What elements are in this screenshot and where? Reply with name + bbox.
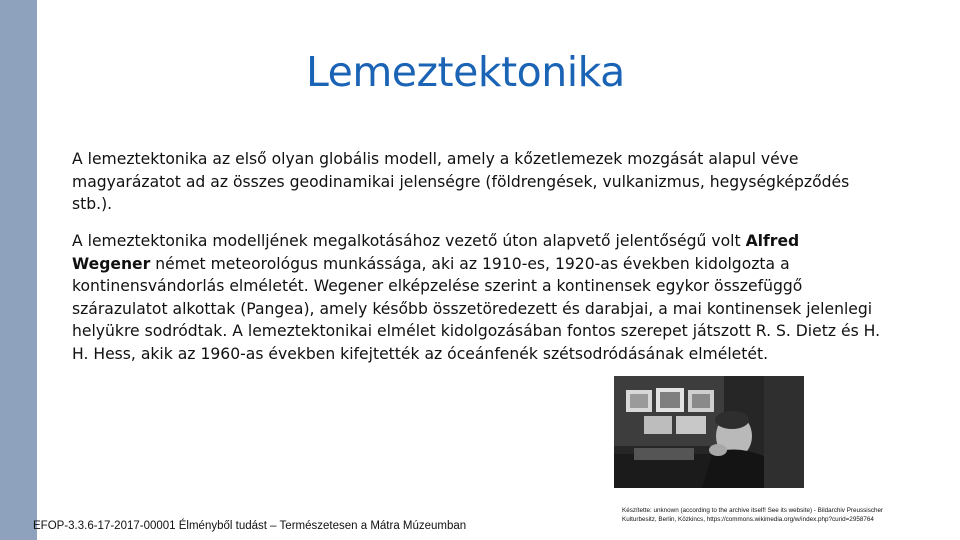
paragraph-wegener-part2: német meteorológus munkássága, aki az 1910-es, 1920-as években kidolgozta a kontinensvándorlás elméletét. Wegener elképzelése szerint a kontinensek egykor összefüggő szárazulatot alkottak (Pangea), amely később összetöredezett és darabjai, a mai kontinensek jelenlegi helyükre sodródtak. A lemeztektonikai elmélet kidolgozásában fontos szerepet játszott R. S. Dietz és H. H. Hess, akik az 1960-as években kifejtették az óceánfenék szétsodródásának elméletét.: [72, 254, 881, 363]
photo-illustration: [614, 376, 804, 488]
photo-credit: Készítette: unknown (according to the archive itself! See its website) - Bildarchiv Preussischer Kulturbesitz, Berlin, Közkincs, https://commons.wikimedia.org/w/index.php?curid=2958764: [622, 507, 884, 523]
left-accent-bar: [0, 0, 37, 540]
wegener-photo: [614, 376, 804, 488]
paragraph-wegener-part1: A lemeztektonika modelljének megalkotásához vezető úton alapvető jelentőségű volt: [72, 232, 746, 250]
wegener-name: Alfred Wegener: [72, 232, 800, 273]
paragraph-intro: A lemeztektonika az első olyan globális modell, amely a kőzetlemezek mozgását alapul véve magyarázatot ad az összes geodinamikai jelenségre (földrengések, vulkanizmus, hegységképződés stb.).: [72, 150, 850, 213]
paragraph-wegener: [72, 230, 882, 365]
footer-project-text: EFOP-3.3.6-17-2017-00001 Élményből tudást – Természetesen a Mátra Múzeumban: [33, 520, 467, 532]
slide-title: Lemeztektonika: [306, 48, 625, 96]
